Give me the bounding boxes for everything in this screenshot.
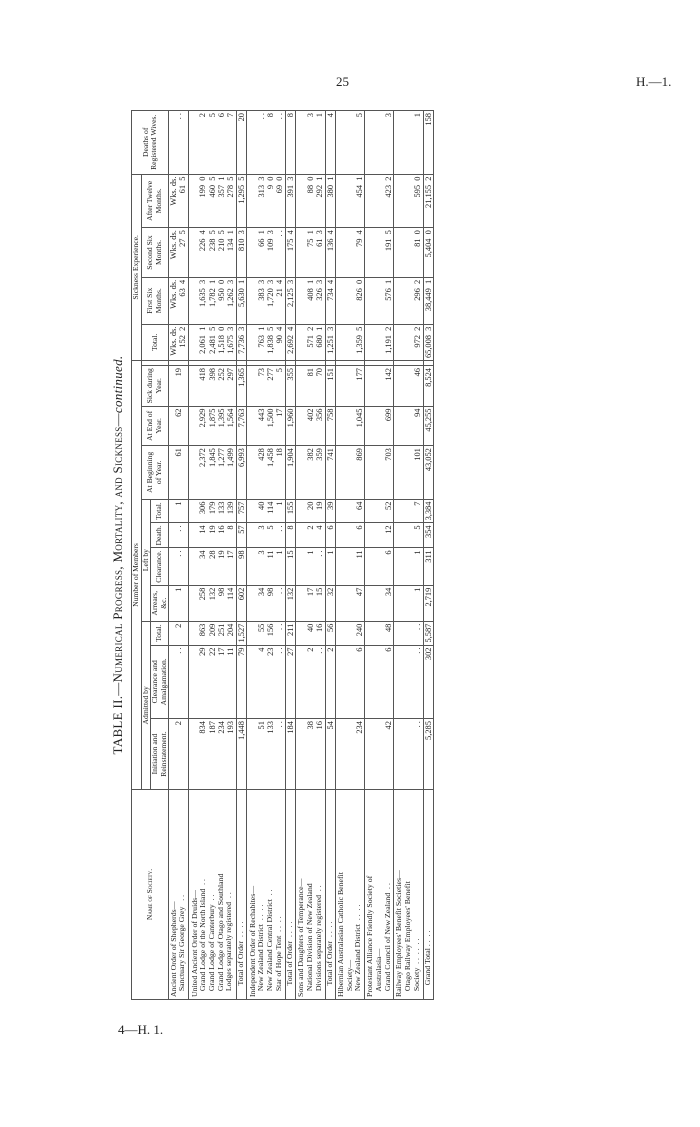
cell-death: 6 — [335, 523, 364, 548]
society-name: United Ancient Order of Druids— Grand Lodge of the North Island . . Grand Lodge of Canterbury . . Grand Lodge of Otago and Southland Lodges separately registered . . — [188, 790, 236, 1000]
cell-arrears: 132 — [285, 585, 295, 621]
cell-arrears: 17 15 — [296, 585, 325, 621]
cell-after: 1,295 5 — [236, 174, 246, 228]
cell-wives: 3 1 — [296, 111, 325, 175]
table-row — [423, 111, 433, 1000]
cell-second: 75 1 61 3 — [296, 228, 325, 278]
cell-second: 175 4 — [285, 228, 295, 278]
cell-begin: 1,904 — [285, 446, 295, 499]
cell-spacer — [285, 361, 295, 366]
cell-after: 313 3 9 0 69 0 — [247, 174, 286, 228]
cell-after: 454 1 — [335, 174, 364, 228]
cell-clear-left: 34 28 19 17 — [188, 548, 236, 585]
cell-arrears: 47 — [335, 585, 364, 621]
cell-second: 191 5 — [365, 228, 394, 278]
cell-init: 834 187 234 193 — [188, 719, 236, 790]
header-clearance-amalgamation: Clearance and Amalgamation. — [151, 645, 169, 719]
cell-death: 354 — [423, 523, 433, 548]
cell-left-total: 64 — [335, 499, 364, 523]
cell-first: 576 1 — [365, 277, 394, 324]
cell-begin: 869 — [335, 446, 364, 499]
footer-reference: 4—H. 1. — [118, 1022, 164, 1037]
cell-first: 383 3 1,720 3 21 4 — [247, 277, 286, 324]
cell-left-total: 155 — [285, 499, 295, 523]
header-at-end: At End of Year. — [141, 406, 169, 446]
cell-left-total: 40 114 1 — [247, 499, 286, 523]
cell-wives: 2 5 6 7 — [188, 111, 236, 175]
cell-second: 810 3 — [236, 228, 246, 278]
cell-sick: 8,524 — [423, 366, 433, 407]
cell-wives: 20 — [236, 111, 246, 175]
cell-begin: 703 — [365, 446, 394, 499]
cell-spacer — [365, 361, 394, 366]
header-second-six: Second Six Months. — [141, 228, 169, 278]
header-arrears: Arrears, &c. — [151, 585, 169, 621]
cell-second: 66 1 109 3 . . — [247, 228, 286, 278]
society-name: Hibernian Australasian Catholic Benefit Society— New Zealand District . . . . — [335, 790, 364, 1000]
cell-spacer — [423, 361, 433, 366]
header-at-beginning: At Beginning of Year. — [141, 446, 169, 499]
page-number: 25 — [336, 74, 349, 89]
cell-adm-total: . . — [394, 621, 423, 645]
cell-spacer — [236, 361, 246, 366]
cell-first: 38,449 1 — [423, 277, 433, 324]
cell-end: 94 — [394, 406, 423, 446]
cell-adm-total: 55 156 . . — [247, 621, 286, 645]
statistics-table — [131, 110, 434, 1000]
cell-end: 443 1,500 17 — [247, 406, 286, 446]
cell-total-wks: 2,692 4 — [285, 324, 295, 360]
cell-second: 226 4 238 5 210 5 134 1 — [188, 228, 236, 278]
cell-arrears: 258 132 98 114 — [188, 585, 236, 621]
header-sick: Sick during Year. — [141, 366, 169, 407]
cell-clear: 27 — [285, 645, 295, 719]
cell-clear-left: 6 — [365, 548, 394, 585]
cell-clear: . . — [169, 645, 189, 719]
cell-end: 1,960 — [285, 406, 295, 446]
cell-total-wks: 7,736 3 — [236, 324, 246, 360]
society-name: Sons and Daughters of Temperance— National Division of New Zealand Divisions separately registered . . — [296, 790, 325, 1000]
cell-spacer — [169, 361, 189, 366]
cell-init: 184 — [285, 719, 295, 790]
cell-sick: 418 398 252 297 — [188, 366, 236, 407]
cell-death: 12 — [365, 523, 394, 548]
cell-adm-total: 48 — [365, 621, 394, 645]
cell-left-total: 52 — [365, 499, 394, 523]
header-death: Death. — [151, 523, 169, 548]
cell-begin: 101 — [394, 446, 423, 499]
header-clearance-left: Clearance. — [151, 548, 169, 585]
cell-total-wks: 1,191 2 — [365, 324, 394, 360]
cell-total-wks: 972 2 — [394, 324, 423, 360]
table-row — [247, 111, 286, 1000]
cell-sick: 355 — [285, 366, 295, 407]
cell-spacer — [188, 361, 236, 366]
cell-spacer — [325, 361, 335, 366]
cell-death: 5 — [394, 523, 423, 548]
cell-adm-total: 240 — [335, 621, 364, 645]
cell-first: 1,635 3 1,782 1 950 0 1,262 3 — [188, 277, 236, 324]
cell-wives: 1 — [394, 111, 423, 175]
cell-clear-left: 1 — [325, 548, 335, 585]
header-admitted-total: Total. — [151, 621, 169, 645]
cell-begin: 43,052 — [423, 446, 433, 499]
cell-sick: 81 70 — [296, 366, 325, 407]
cell-clear-left: 1 — [394, 548, 423, 585]
cell-sick: 19 — [169, 366, 189, 407]
cell-end: 7,763 — [236, 406, 246, 446]
cell-arrears: 2,719 — [423, 585, 433, 621]
cell-clear: 29 22 17 11 — [188, 645, 236, 719]
cell-total-wks: 65,008 3 — [423, 324, 433, 360]
cell-arrears: 602 — [236, 585, 246, 621]
table-row — [188, 111, 236, 1000]
cell-death: 8 — [285, 523, 295, 548]
cell-clear: 4 23 . . — [247, 645, 286, 719]
cell-after: 88 0 292 1 — [296, 174, 325, 228]
cell-wives: . . 8 . . — [247, 111, 286, 175]
cell-adm-total: 5,587 — [423, 621, 433, 645]
cell-adm-total: 1,527 — [236, 621, 246, 645]
cell-begin: 61 — [169, 446, 189, 499]
cell-init: 5,285 — [423, 719, 433, 790]
society-name: Independent Order of Rechabites— New Zealand District . . . . New Zealand Central District . . Star of Hope Tent . . . . — [247, 790, 286, 1000]
cell-after: 21,155 2 — [423, 174, 433, 228]
cell-end: 45,255 — [423, 406, 433, 446]
cell-clear-left: 11 — [335, 548, 364, 585]
cell-init: . . — [394, 719, 423, 790]
cell-death: 57 — [236, 523, 246, 548]
cell-total-wks: 1,359 5 — [335, 324, 364, 360]
table-row — [335, 111, 364, 1000]
cell-left-total: 39 — [325, 499, 335, 523]
cell-init: 54 — [325, 719, 335, 790]
cell-first: 734 4 — [325, 277, 335, 324]
table-row — [325, 111, 335, 1000]
cell-end: 758 — [325, 406, 335, 446]
cell-sick: 177 — [335, 366, 364, 407]
document-reference: H.—1. — [636, 74, 672, 89]
rotated-table-block — [110, 110, 620, 1000]
table-title — [110, 110, 126, 1000]
cell-total-wks: 1,251 3 — [325, 324, 335, 360]
cell-first: Wks. ds. 63 4 — [169, 277, 189, 324]
cell-begin: 382 359 — [296, 446, 325, 499]
header-deaths-wives: Deaths of Registered Wives. — [132, 111, 169, 175]
cell-first: 296 2 — [394, 277, 423, 324]
cell-begin: 428 1,458 18 — [247, 446, 286, 499]
cell-death: 2 4 — [296, 523, 325, 548]
society-name: Railway Employees' Benefit Societies— Otago Railway Employees' Benefit Society . . . . . . — [394, 790, 423, 1000]
cell-clear-left: 311 — [423, 548, 433, 585]
cell-init: 234 — [335, 719, 364, 790]
cell-adm-total: 56 — [325, 621, 335, 645]
table-title-continued: continued. — [110, 355, 125, 414]
cell-adm-total: 211 — [285, 621, 295, 645]
cell-sick: 1,365 — [236, 366, 246, 407]
cell-init: 51 133 . . — [247, 719, 286, 790]
cell-clear: . . — [394, 645, 423, 719]
cell-clear: 2 — [325, 645, 335, 719]
cell-total-wks: 2,061 1 2,481 5 1,518 0 1,675 3 — [188, 324, 236, 360]
cell-sick: 46 — [394, 366, 423, 407]
cell-end: 402 356 — [296, 406, 325, 446]
cell-end: 62 — [169, 406, 189, 446]
table-title-main: TABLE II.—Numerical Progress, Mortality, and Sickness— — [110, 413, 125, 755]
cell-arrears: 34 98 . . — [247, 585, 286, 621]
cell-death: . . — [169, 523, 189, 548]
cell-after: 391 3 — [285, 174, 295, 228]
cell-second: Wks. ds. 27 5 — [169, 228, 189, 278]
cell-end: 1,045 — [335, 406, 364, 446]
cell-end: 2,929 1,875 1,395 1,564 — [188, 406, 236, 446]
cell-init: 1,448 — [236, 719, 246, 790]
cell-wives: 8 — [285, 111, 295, 175]
cell-after: Wks. ds. 61 5 — [169, 174, 189, 228]
header-left-total: Total. — [151, 499, 169, 523]
header-name-of-society: Name of Society. — [132, 790, 169, 1000]
cell-adm-total: 2 — [169, 621, 189, 645]
cell-clear-left: 98 — [236, 548, 246, 585]
header-initiation: Initiation and Reinstatement. — [151, 719, 169, 790]
cell-begin: 6,993 — [236, 446, 246, 499]
cell-wives: . . — [169, 111, 189, 175]
cell-spacer — [335, 361, 364, 366]
cell-clear: 6 — [365, 645, 394, 719]
cell-first: 826 0 — [335, 277, 364, 324]
cell-second: 136 4 — [325, 228, 335, 278]
cell-arrears: 34 — [365, 585, 394, 621]
table-row — [296, 111, 325, 1000]
cell-after: 423 2 — [365, 174, 394, 228]
table-row — [285, 111, 295, 1000]
cell-left-total: 20 19 — [296, 499, 325, 523]
cell-spacer — [247, 361, 286, 366]
cell-begin: 741 — [325, 446, 335, 499]
society-name: Total of Order . . . . — [236, 790, 246, 1000]
table-body — [169, 111, 434, 1000]
cell-sick: 73 277 5 — [247, 366, 286, 407]
cell-arrears: 1 — [169, 585, 189, 621]
cell-clear-left: 3 11 1 — [247, 548, 286, 585]
cell-left-total: 306 179 133 139 — [188, 499, 236, 523]
cell-left-total: 757 — [236, 499, 246, 523]
cell-spacer — [394, 361, 423, 366]
table-row — [365, 111, 394, 1000]
cell-clear: 79 — [236, 645, 246, 719]
cell-total-wks: Wks. ds. 152 2 — [169, 324, 189, 360]
cell-init: 38 16 — [296, 719, 325, 790]
header-number-of-members: Number of Members — [132, 361, 142, 790]
cell-after: 595 0 — [394, 174, 423, 228]
header-spacer — [141, 361, 169, 366]
header-after-twelve: After Twelve Months. — [141, 174, 169, 228]
cell-clear-left: 15 — [285, 548, 295, 585]
header-sickness-experience: Sickness Experience. — [132, 174, 142, 360]
cell-wives: 5 — [335, 111, 364, 175]
table-row — [394, 111, 423, 1000]
cell-wives: 158 — [423, 111, 433, 175]
cell-after: 199 0 460 5 357 1 278 5 — [188, 174, 236, 228]
cell-left-total: 1 — [169, 499, 189, 523]
cell-arrears: 1 — [394, 585, 423, 621]
cell-after: 380 1 — [325, 174, 335, 228]
cell-clear: 6 — [335, 645, 364, 719]
cell-wives: 4 — [325, 111, 335, 175]
society-name: Ancient Order of Shepherds— Sanctuary Sir George Grey . . — [169, 790, 189, 1000]
cell-begin: 2,372 1,845 1,277 1,499 — [188, 446, 236, 499]
cell-init: 42 — [365, 719, 394, 790]
cell-death: 14 19 16 8 — [188, 523, 236, 548]
cell-clear-left: 1 . . — [296, 548, 325, 585]
cell-sick: 142 — [365, 366, 394, 407]
cell-clear: 302 — [423, 645, 433, 719]
cell-adm-total: 863 209 251 204 — [188, 621, 236, 645]
cell-first: 408 1 326 3 — [296, 277, 325, 324]
table-row — [169, 111, 189, 1000]
cell-total-wks: 571 2 680 1 — [296, 324, 325, 360]
cell-spacer — [296, 361, 325, 366]
cell-sick: 151 — [325, 366, 335, 407]
header-admitted-by: Admitted by — [141, 621, 151, 789]
cell-total-wks: 763 1 1,838 5 90 4 — [247, 324, 286, 360]
cell-clear: 2 . . — [296, 645, 325, 719]
society-name: Grand Total . . . . — [423, 790, 433, 1000]
cell-init: 2 — [169, 719, 189, 790]
cell-clear-left: . . — [169, 548, 189, 585]
header-left-by: Left by — [141, 499, 151, 621]
cell-left-total: 3,384 — [423, 499, 433, 523]
cell-left-total: 7 — [394, 499, 423, 523]
table-row — [236, 111, 246, 1000]
cell-second: 81 0 — [394, 228, 423, 278]
cell-adm-total: 40 16 — [296, 621, 325, 645]
cell-second: 5,404 0 — [423, 228, 433, 278]
society-name: Total of Order . . . . — [285, 790, 295, 1000]
header-total-weeks: Total. — [141, 324, 169, 360]
cell-death: 3 5 . . — [247, 523, 286, 548]
header-first-six: First Six Months. — [141, 277, 169, 324]
cell-death: 6 — [325, 523, 335, 548]
cell-arrears: 32 — [325, 585, 335, 621]
cell-first: 5,630 1 — [236, 277, 246, 324]
cell-end: 699 — [365, 406, 394, 446]
cell-second: 79 4 — [335, 228, 364, 278]
society-name: Protestant Alliance Friendly Society of Australasia— Grand Council of New Zealand . . — [365, 790, 394, 1000]
cell-wives: 3 — [365, 111, 394, 175]
society-name: Total of Order . . . . — [325, 790, 335, 1000]
cell-first: 2,125 3 — [285, 277, 295, 324]
